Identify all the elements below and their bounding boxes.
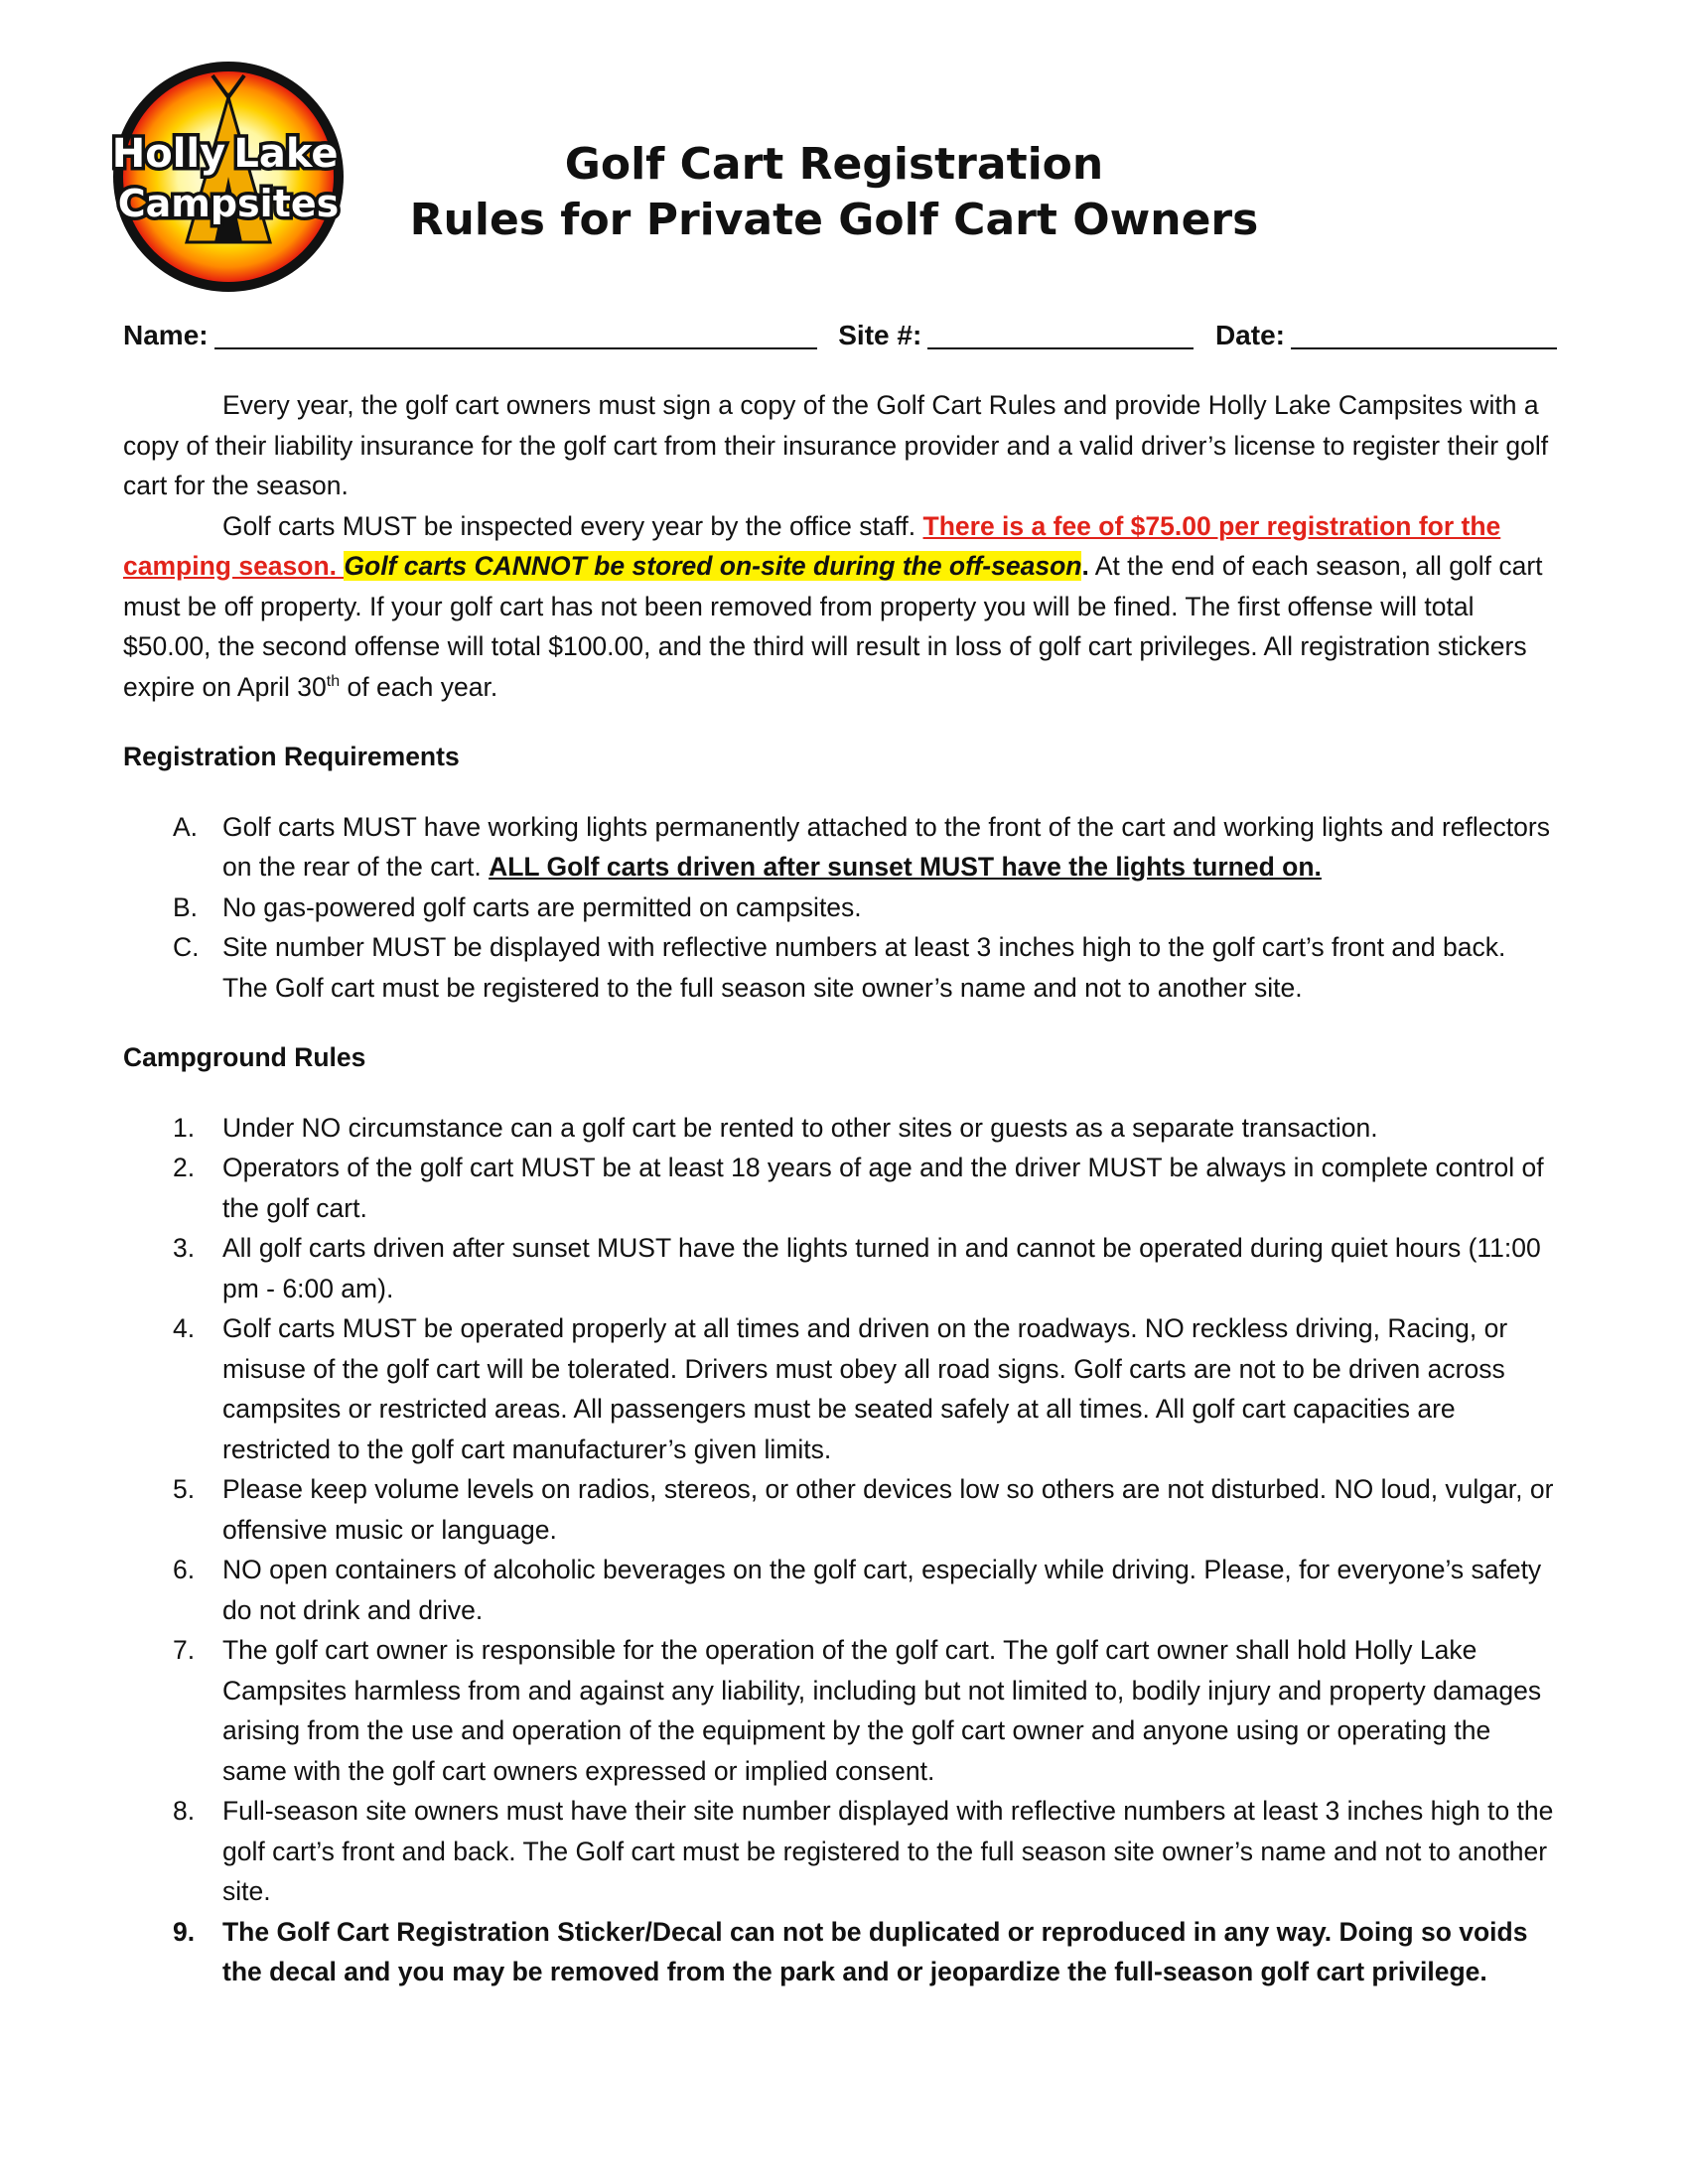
- title-line-1: Golf Cart Registration: [564, 139, 1104, 190]
- name-field[interactable]: [214, 320, 817, 349]
- list-item: B. No gas-powered golf carts are permitted on campsites.: [173, 891, 862, 922]
- name-label: Name:: [123, 320, 209, 350]
- list-item: 9. The Golf Cart Registration Sticker/Decal can not be duplicated or reproduced in any way. Doing so voids the decal and you may be removed from the park and or jeopardize the full-season golf cart privilege.: [173, 1916, 1528, 1986]
- date-label: Date:: [1214, 320, 1285, 350]
- list-item: 2. Operators of the golf cart MUST be at least 18 years of age and the driver MUST be always in complete control of the golf cart.: [173, 1153, 1544, 1223]
- svg-text:Campsites: Campsites: [117, 182, 340, 225]
- list-item: 3. All golf carts driven after sunset MUST have the lights turned in and cannot be operated during quiet hours (11:00 pm - 6:00 am).: [173, 1233, 1541, 1303]
- site-label: Site #:: [838, 320, 922, 350]
- holly-lake-logo: [109, 58, 348, 296]
- storage-notice: Golf carts CANNOT be stored on-site during the off-season: [344, 551, 1082, 581]
- registration-heading: Registration Requirements: [123, 742, 460, 771]
- site-field[interactable]: [927, 320, 1194, 349]
- rules-list: [123, 1108, 1557, 1992]
- intro-paragraph-2: Golf carts MUST be inspected every year by the office staff. There is a fee of $75.00 per registration for the camping season. Golf carts CANNOT be stored on-site during the off-season. At the end of each season, all golf cart must be off property. If your golf cart has not been removed from property you will be fined. The first offense will total $50.00, the second offense will total $100.00, and the third will result in loss of golf cart privileges. All registration stickers expire on April 30th of each year.: [123, 510, 1543, 702]
- intro-paragraph-1: Every year, the golf cart owners must sign a copy of the Golf Cart Rules and provide Holly Lake Campsites with a copy of their liability insurance for the golf cart from their insurance provider and a valid driver’s license to register their golf cart for the season.: [123, 390, 1549, 500]
- list-item: 6. NO open containers of alcoholic beverages on the golf cart, especially while driving. Please, for everyone’s safety do not drink and drive.: [173, 1555, 1542, 1625]
- svg-text:Lake: Lake: [233, 131, 339, 177]
- document-body: [123, 316, 1557, 1992]
- fee-notice: There is a fee of $75.00 per registration for the camping season.: [123, 510, 1501, 581]
- svg-text:Holly: Holly: [111, 131, 226, 177]
- list-item: A. Golf carts MUST have working lights permanently attached to the front of the cart and working lights and reflectors on the rear of the cart. ALL Golf carts driven after sunset MUST have the lights turned on.: [173, 811, 1550, 882]
- registration-form: [123, 316, 1557, 355]
- title-line-2: Rules for Private Golf Cart Owners: [409, 195, 1259, 245]
- list-item: 8. Full-season site owners must have their site number displayed with reflective numbers at least 3 inches high to the golf cart’s front and back. The Golf cart must be registered to the full season site owner’s name and not to another site.: [173, 1796, 1554, 1906]
- list-item: 1. Under NO circumstance can a golf cart be rented to other sites or guests as a separate transaction.: [173, 1112, 1378, 1143]
- lights-notice: ALL Golf carts driven after sunset MUST have the lights turned on.: [489, 852, 1322, 882]
- list-item: 7. The golf cart owner is responsible for the operation of the golf cart. The golf cart owner shall hold Holly Lake Campsites harmless from and against any liability, including but not limited to, bodily injury and property damages arising from the use and operation of the equipment by the golf cart owner and anyone using or operating the same with the golf cart owners expressed or implied consent.: [173, 1635, 1542, 1786]
- list-item: C. Site number MUST be displayed with reflective numbers at least 3 inches high to the golf cart’s front and back. The Golf cart must be registered to the full season site owner’s name and not to another site.: [173, 932, 1506, 1003]
- date-field[interactable]: [1291, 320, 1557, 349]
- list-item: 5. Please keep volume levels on radios, stereos, or other devices low so others are not disturbed. NO loud, vulgar, or offensive music or language.: [173, 1474, 1554, 1545]
- rules-heading: Campground Rules: [123, 1042, 366, 1072]
- registration-list: [123, 807, 1557, 1009]
- list-item: 4. Golf carts MUST be operated properly at all times and driven on the roadways. NO reckless driving, Racing, or misuse of the golf cart will be tolerated. Drivers must obey all road signs. Golf carts are not to be driven across campsites or restricted areas. All passengers must be seated safely at all times. All golf cart capacities are restricted to the golf cart manufacturer’s given limits.: [173, 1313, 1508, 1464]
- page-title: [357, 137, 1311, 248]
